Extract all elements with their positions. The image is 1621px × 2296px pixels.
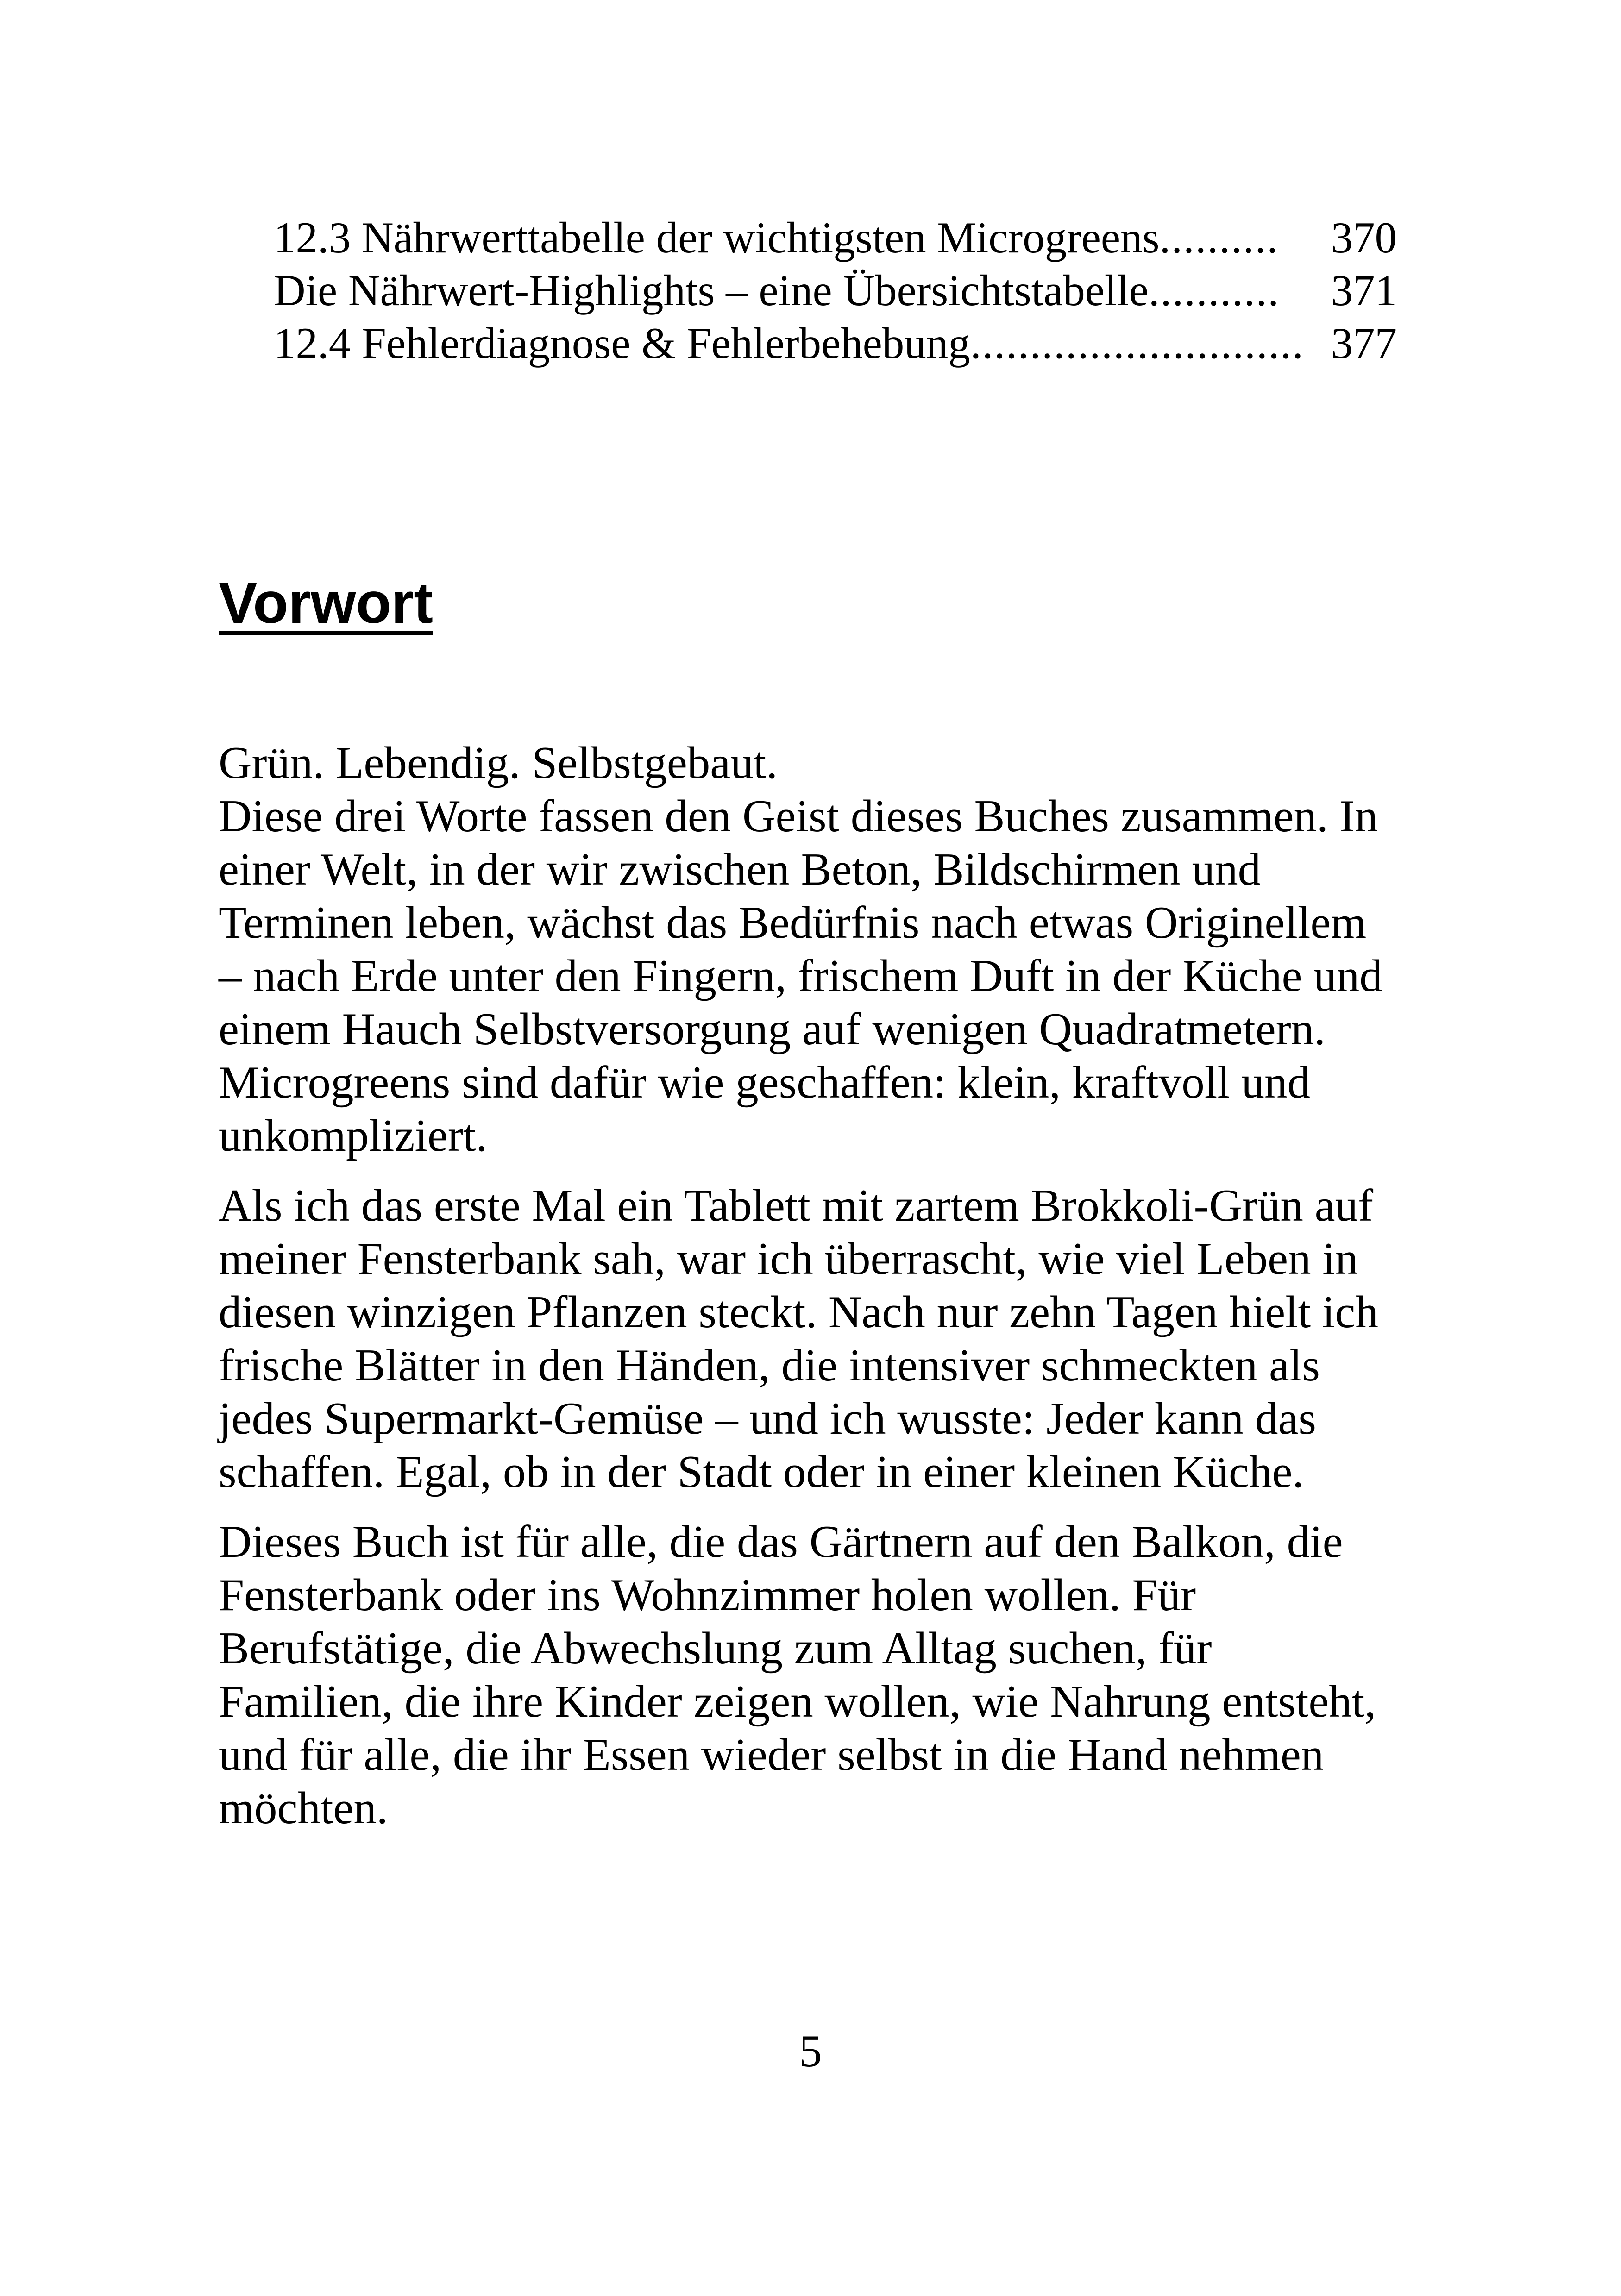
text-line: Berufstätige, die Abwechslung zum Alltag suchen, für: [219, 1623, 1212, 1674]
text-line: einem Hauch Selbstversorgung auf wenigen Quadratmetern.: [219, 1004, 1326, 1054]
body-text: [219, 736, 1418, 1851]
toc-dot-leader: ..........: [1159, 213, 1279, 262]
text-line: Diese drei Worte fassen den Geist dieses Buches zusammen. In: [219, 791, 1378, 841]
toc-entry-title: 12.3 Nährwerttabelle der wichtigsten Microgreens: [274, 213, 1160, 262]
text-line: Grün. Lebendig. Selbstgebaut.: [219, 738, 778, 788]
text-line: Familien, die ihre Kinder zeigen wollen, wie Nahrung entsteht,: [219, 1676, 1376, 1727]
toc-page-number: 371: [1331, 266, 1397, 315]
text-line: einer Welt, in der wir zwischen Beton, Bildschirmen und: [219, 844, 1261, 895]
toc-page-number: 370: [1331, 213, 1397, 262]
toc-dot-leader: ............................: [970, 319, 1304, 368]
toc-page-number: 377: [1331, 319, 1397, 368]
text-line: Als ich das erste Mal ein Tablett mit zartem Brokkoli-Grün auf: [219, 1180, 1374, 1231]
text-line: Microgreens sind dafür wie geschaffen: klein, kraftvoll und: [219, 1057, 1310, 1108]
page-number: 5: [799, 2026, 822, 2076]
text-line: diesen winzigen Pflanzen steckt. Nach nur zehn Tagen hielt ich: [219, 1287, 1378, 1337]
text-line: frische Blätter in den Händen, die intensiver schmeckten als: [219, 1340, 1320, 1391]
text-line: Dieses Buch ist für alle, die das Gärtnern auf den Balkon, die: [219, 1517, 1343, 1567]
toc-entry: [274, 264, 1397, 317]
text-line: unkompliziert.: [219, 1110, 488, 1161]
text-line: – nach Erde unter den Fingern, frischem Duft in der Küche und: [219, 951, 1382, 1001]
text-line: und für alle, die ihr Essen wieder selbst in die Hand nehmen: [219, 1730, 1324, 1780]
chapter-heading: Vorwort: [219, 571, 433, 635]
toc-dot-leader: ...........: [1148, 266, 1280, 315]
paragraph: [219, 1179, 1418, 1499]
paragraph: [219, 736, 1418, 1162]
text-line: Fensterbank oder ins Wohnzimmer holen wollen. Für: [219, 1570, 1196, 1620]
toc-entry-title: Die Nährwert-Highlights – eine Übersichtstabelle: [274, 266, 1149, 315]
toc-entry: [274, 317, 1397, 370]
text-line: jedes Supermarkt-Gemüse – und ich wusste: Jeder kann das: [219, 1393, 1316, 1444]
text-line: schaffen. Egal, ob in der Stadt oder in einer kleinen Küche.: [219, 1447, 1304, 1497]
text-line: Terminen leben, wächst das Bedürfnis nach etwas Originellem: [219, 897, 1367, 948]
paragraph: [219, 1515, 1418, 1835]
toc-entry-title: 12.4 Fehlerdiagnose & Fehlerbehebung: [274, 319, 970, 368]
text-line: meiner Fensterbank sah, war ich überrascht, wie viel Leben in: [219, 1234, 1358, 1284]
text-line: möchten.: [219, 1783, 388, 1833]
table-of-contents: [274, 211, 1397, 370]
toc-entry: [274, 211, 1397, 264]
